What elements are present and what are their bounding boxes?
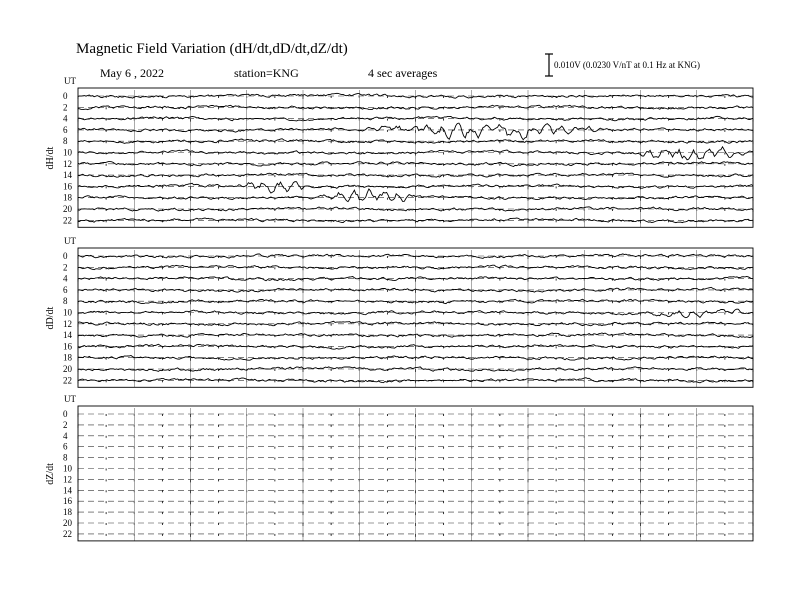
hour-label: 22 [63, 528, 72, 539]
hour-label: 16 [63, 341, 72, 352]
hour-label: 20 [63, 204, 72, 214]
hour-label: 22 [63, 375, 72, 386]
hour-label: 4 [63, 113, 68, 124]
hour-label: 18 [63, 192, 72, 203]
scale-label: 0.010V (0.0230 V/nT at 0.1 Hz at KNG) [554, 60, 700, 70]
hour-label: 0 [63, 251, 68, 261]
hour-label: 0 [63, 409, 68, 419]
panel-ylabel: dH/dt [45, 146, 56, 170]
hour-label: 12 [63, 474, 72, 485]
hour-label: 8 [63, 136, 68, 147]
hour-label: 14 [63, 330, 72, 341]
hour-label: 10 [63, 307, 72, 318]
hour-label: 20 [63, 364, 72, 374]
ut-label: UT [64, 236, 76, 246]
hour-label: 0 [63, 91, 68, 101]
hour-label: 6 [63, 284, 68, 295]
hour-label: 14 [63, 485, 72, 496]
hour-label: 6 [63, 124, 68, 135]
averaging-label: 4 sec averages [368, 66, 438, 80]
panel-1 [45, 236, 753, 387]
hour-label: 16 [63, 496, 72, 507]
scale-bar [545, 54, 553, 76]
hour-label: 2 [63, 262, 68, 273]
hour-label: 2 [63, 102, 68, 113]
hour-label: 10 [63, 463, 72, 474]
hour-label: 6 [63, 441, 68, 452]
panel-0 [45, 76, 753, 227]
hour-label: 18 [63, 352, 72, 363]
hour-label: 22 [63, 215, 72, 226]
station-label: station=KNG [234, 66, 299, 80]
hour-label: 8 [63, 452, 68, 463]
hour-label: 4 [63, 273, 68, 284]
hour-label: 12 [63, 318, 72, 329]
panel-ylabel: dZ/dt [45, 463, 56, 485]
hour-label: 18 [63, 507, 72, 518]
panel-ylabel: dD/dt [45, 306, 56, 330]
hour-label: 10 [63, 147, 72, 158]
panel-2 [45, 394, 753, 541]
hour-label: 20 [63, 518, 72, 528]
hour-label: 2 [63, 419, 68, 430]
hour-label: 16 [63, 181, 72, 192]
ut-label: UT [64, 76, 76, 86]
hour-label: 8 [63, 296, 68, 307]
date-label: May 6 , 2022 [100, 66, 164, 80]
hour-label: 4 [63, 430, 68, 441]
hour-label: 12 [63, 158, 72, 169]
hour-label: 14 [63, 170, 72, 181]
chart-title: Magnetic Field Variation (dH/dt,dD/dt,dZ/dt) [76, 41, 348, 57]
ut-label: UT [64, 394, 76, 404]
